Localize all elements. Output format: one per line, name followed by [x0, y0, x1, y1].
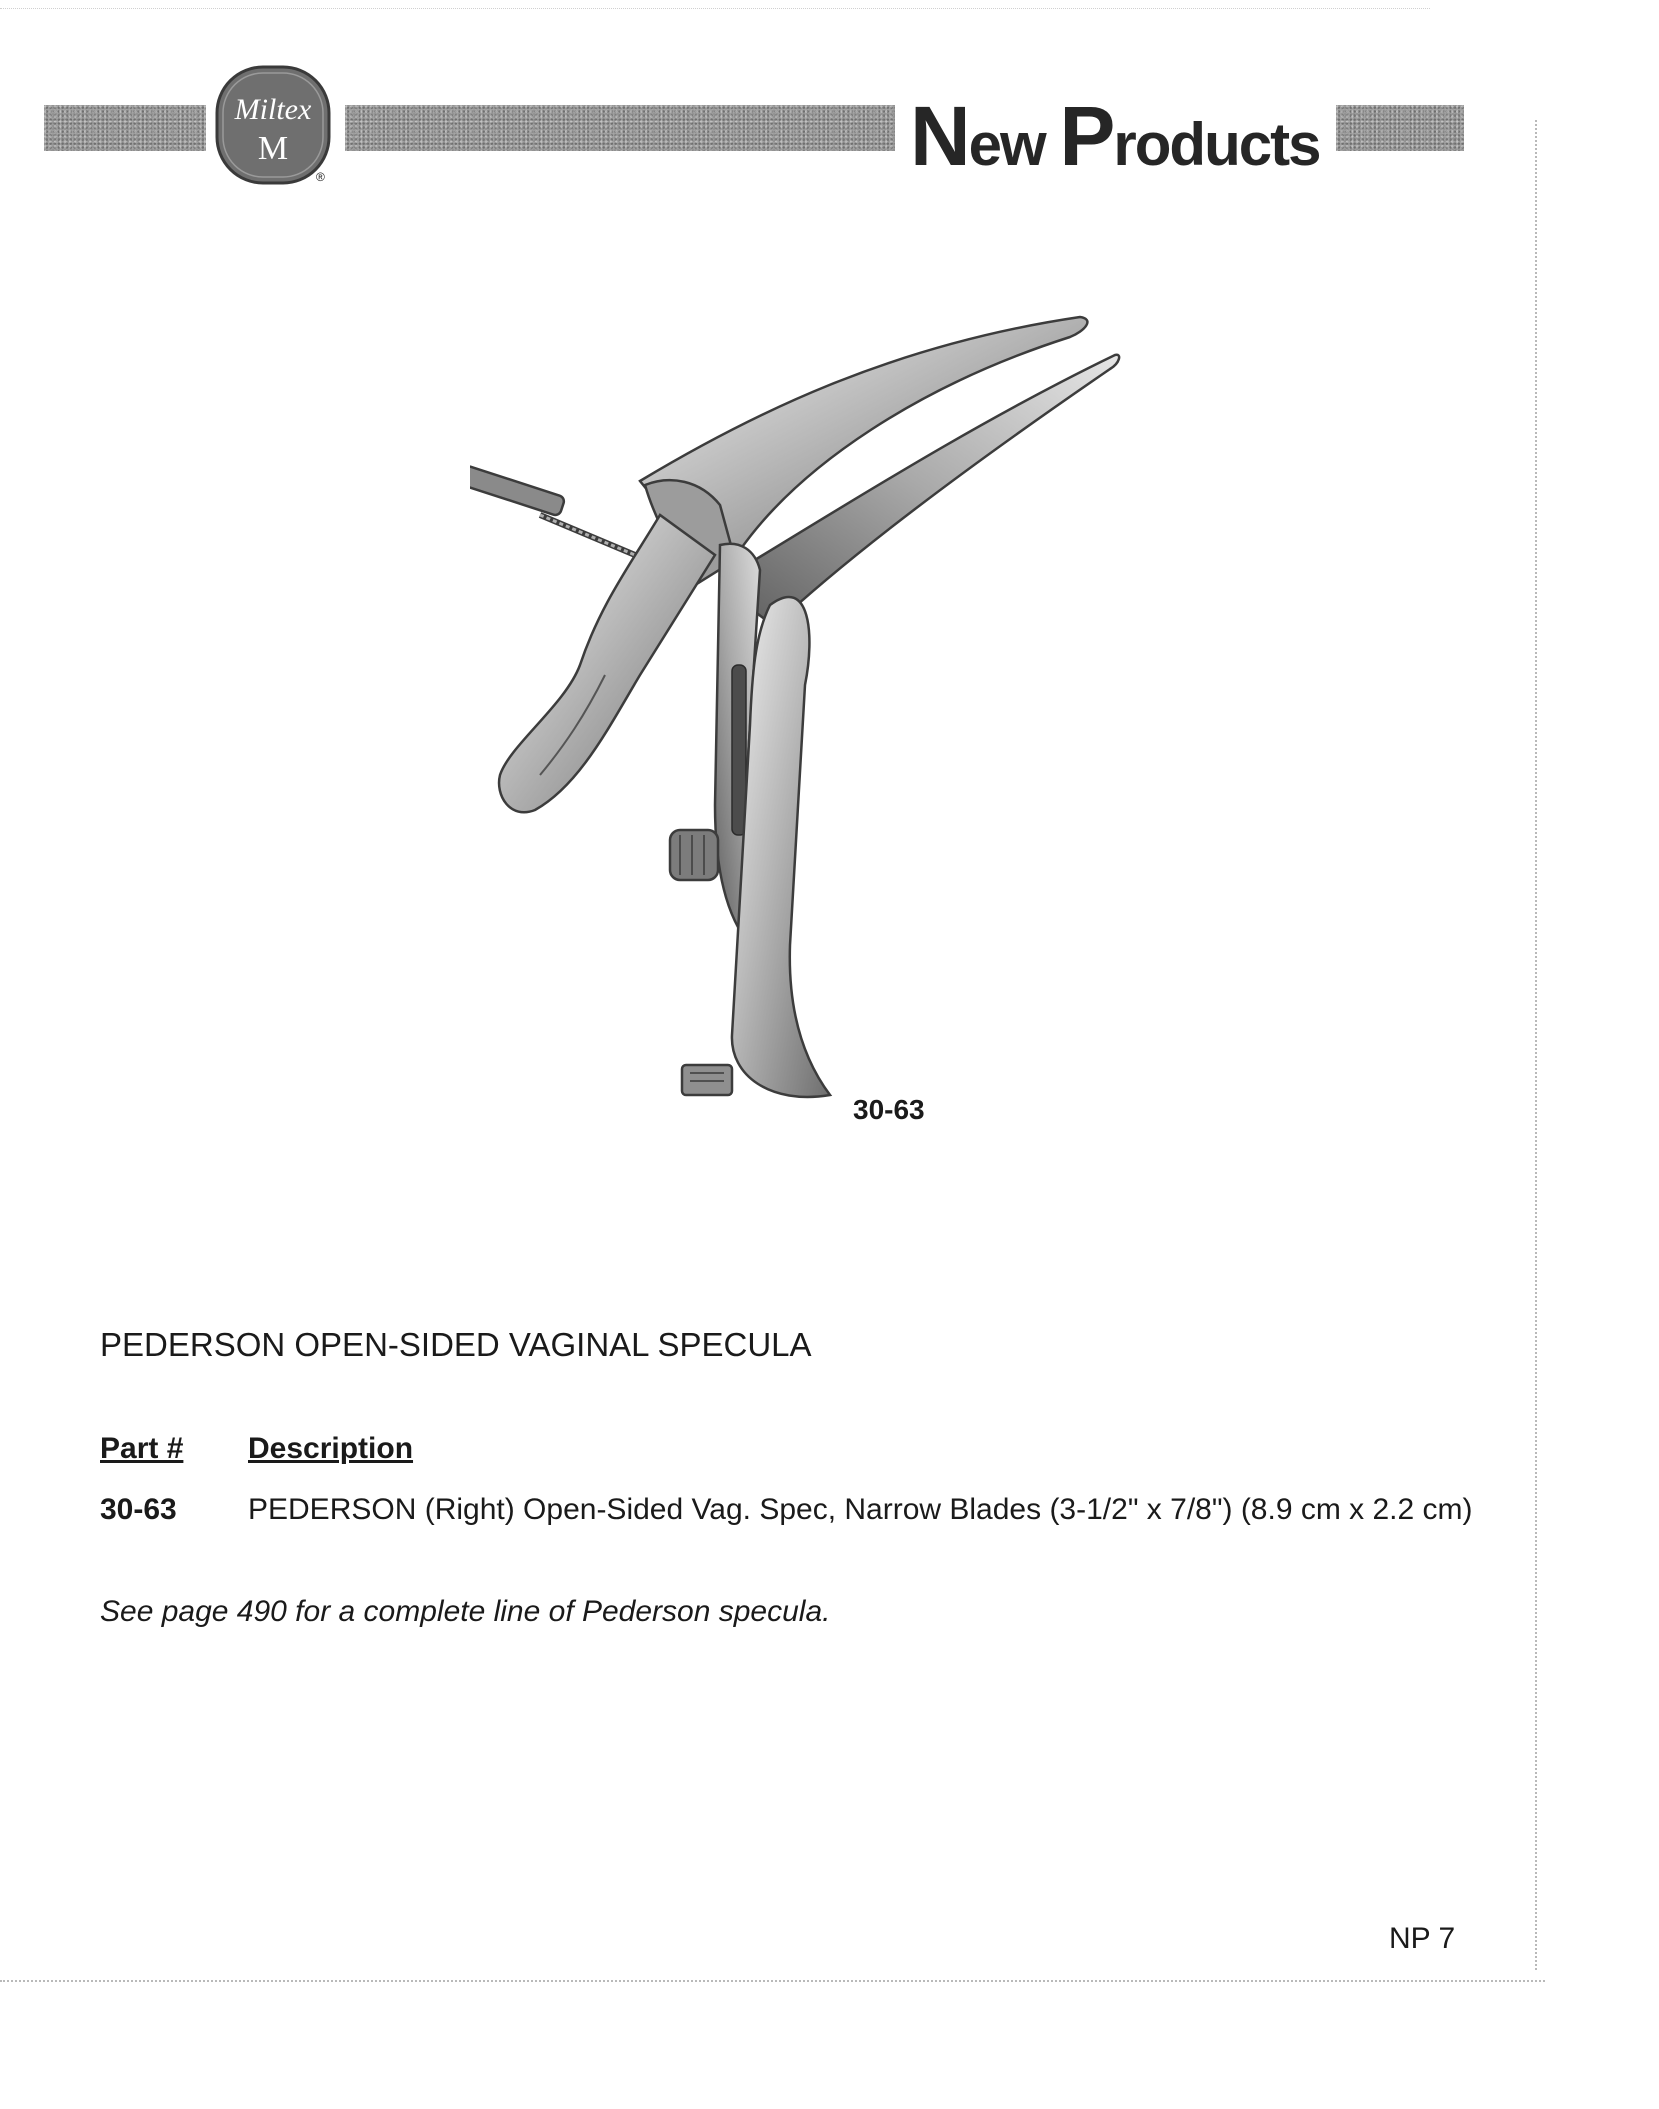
title-rest-products: roducts — [1113, 111, 1320, 178]
header-bar-middle — [345, 105, 895, 151]
title-rest-new: ew — [968, 111, 1060, 178]
header-bar-left — [44, 105, 206, 151]
scan-edge-right — [1535, 120, 1537, 1970]
title-cap-p: P — [1059, 89, 1114, 183]
logo-script-text: Miltex — [234, 93, 312, 126]
section-title: PEDERSON OPEN-SIDED VAGINAL SPECULA — [100, 1326, 812, 1363]
table-cell-part-number: 30-63 — [100, 1493, 177, 1526]
miltex-logo — [213, 63, 333, 187]
table-header-description: Description — [248, 1432, 414, 1465]
scan-edge-top — [0, 8, 1430, 9]
registered-mark: ® — [316, 170, 325, 184]
figure-part-label: 30-63 — [853, 1094, 925, 1125]
logo-monogram: M — [257, 130, 289, 167]
header-bar-right — [1336, 105, 1464, 151]
page-number: NP 7 — [1389, 1922, 1456, 1955]
scan-edge-bottom — [0, 1980, 1545, 1982]
table-cell-description: PEDERSON (Right) Open-Sided Vag. Spec, Narrow Blades (3-1/2" x 7/8") (8.9 cm x 2.2 cm) — [248, 1493, 1473, 1526]
speculum-illustration — [470, 305, 1150, 1175]
table-header-part: Part # — [100, 1432, 184, 1465]
title-cap-n: N — [910, 89, 969, 183]
reference-note: See page 490 for a complete line of Pederson specula. — [100, 1595, 831, 1628]
page-header-title — [910, 89, 1320, 183]
